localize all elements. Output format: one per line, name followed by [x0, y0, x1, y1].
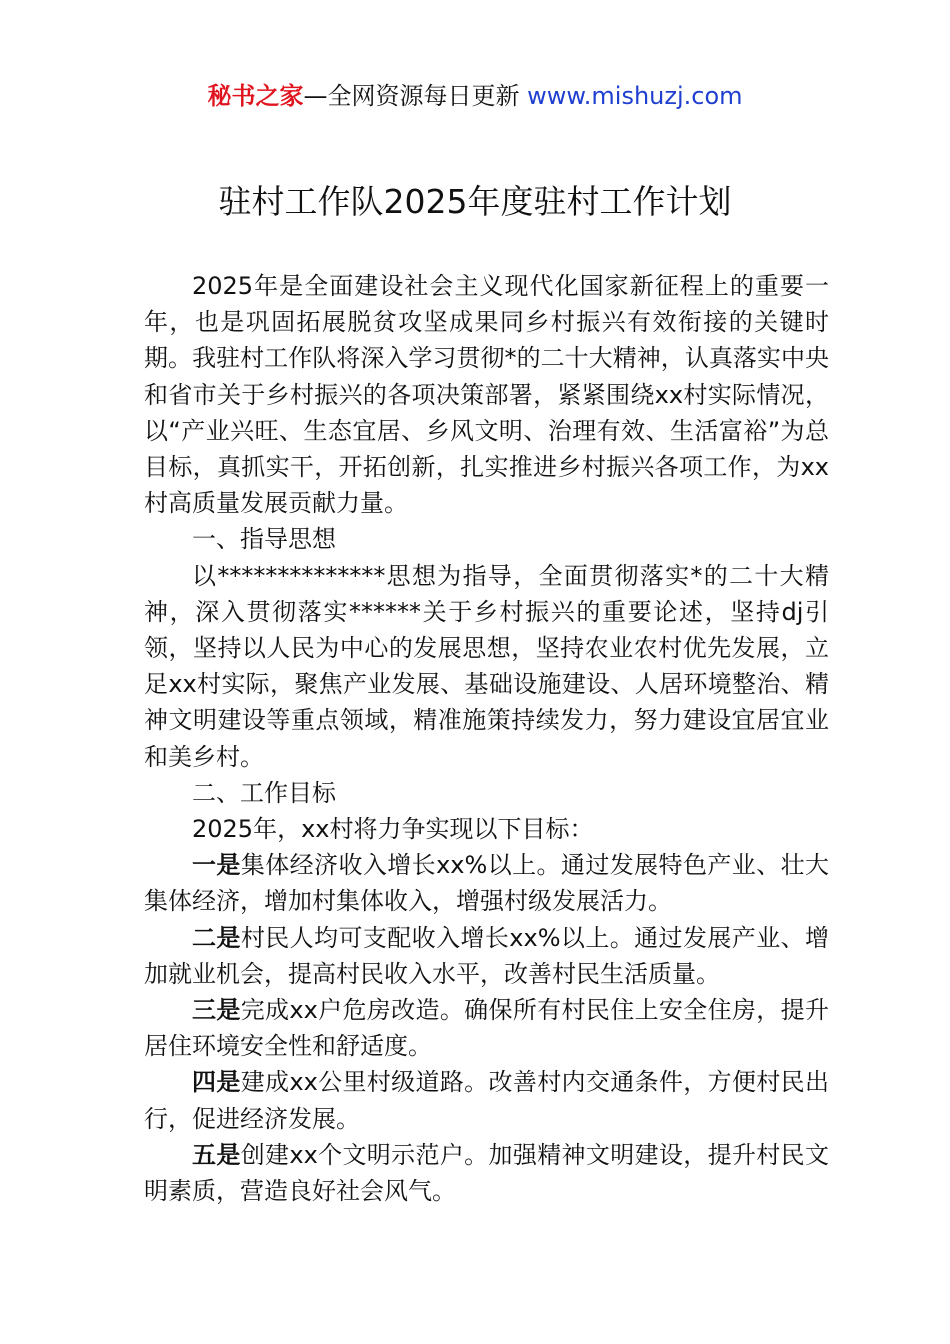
brand-slogan: —全网资源每日更新: [303, 82, 520, 110]
goal-number: 四是: [192, 1068, 241, 1097]
site-banner: [0, 80, 950, 112]
goal-number: 三是: [192, 996, 241, 1025]
goal-number: 一是: [192, 851, 241, 880]
guiding-ideology-paragraph: 以**************思想为指导，全面贯彻落实*的二十大精神，深入贯彻落实******关于乡村振兴的重要论述，坚持dj引领，坚持以人民为中心的发展思想，坚持农业农村优先发展，立足xx村实际，聚焦产业发展、基础设施建设、人居环境整治、精神文明建设等重点领域，精准施策持续发力，努力建设宜居宜业和美乡村。: [144, 561, 829, 771]
goal-item: [144, 1064, 829, 1136]
goal-item: [144, 847, 829, 919]
goal-number: 二是: [192, 923, 241, 952]
goal-text: 完成xx户危房改造。确保所有村民住上安全住房，提升居住环境安全性和舒适度。: [144, 996, 829, 1061]
goal-text: 集体经济收入增长xx%以上。通过发展特色产业、壮大集体经济，增加村集体收入，增强村级发展活力。: [144, 851, 830, 916]
goal-item: [144, 920, 829, 992]
document-body: [144, 268, 829, 1209]
goal-item: [144, 992, 829, 1064]
goal-item: [144, 1137, 829, 1209]
intro-paragraph: 2025年是全面建设社会主义现代化国家新征程上的重要一年，也是巩固拓展脱贫攻坚成果同乡村振兴有效衔接的关键时期。我驻村工作队将深入学习贯彻*的二十大精神，认真落实中央和省市关于乡村振兴的各项决策部署，紧紧围绕xx村实际情况，以“产业兴旺、生态宜居、乡风文明、治理有效、生活富裕”为总目标，真抓实干，开拓创新，扎实推进乡村振兴各项工作，为xx村高质量发展贡献力量。: [144, 272, 829, 518]
goal-text: 村民人均可支配收入增长xx%以上。通过发展产业、增加就业机会，提高村民收入水平，改善村民生活质量。: [144, 923, 830, 988]
document-title: 驻村工作队2025年度驻村工作计划: [218, 182, 732, 221]
brand-name: 秘书之家: [207, 82, 304, 110]
site-link[interactable]: www.mishuzj.com: [527, 82, 743, 110]
section-heading-guiding-ideology: 一、指导思想: [192, 525, 336, 554]
goal-text: 建成xx公里村级道路。改善村内交通条件，方便村民出行，促进经济发展。: [144, 1068, 829, 1133]
goal-text: 创建xx个文明示范户。加强精神文明建设，提升村民文明素质，营造良好社会风气。: [144, 1140, 829, 1206]
work-goals-lead: 2025年，xx村将力争实现以下目标：: [192, 815, 594, 844]
goal-number: 五是: [192, 1140, 241, 1169]
section-heading-work-goals: 二、工作目标: [192, 778, 336, 807]
